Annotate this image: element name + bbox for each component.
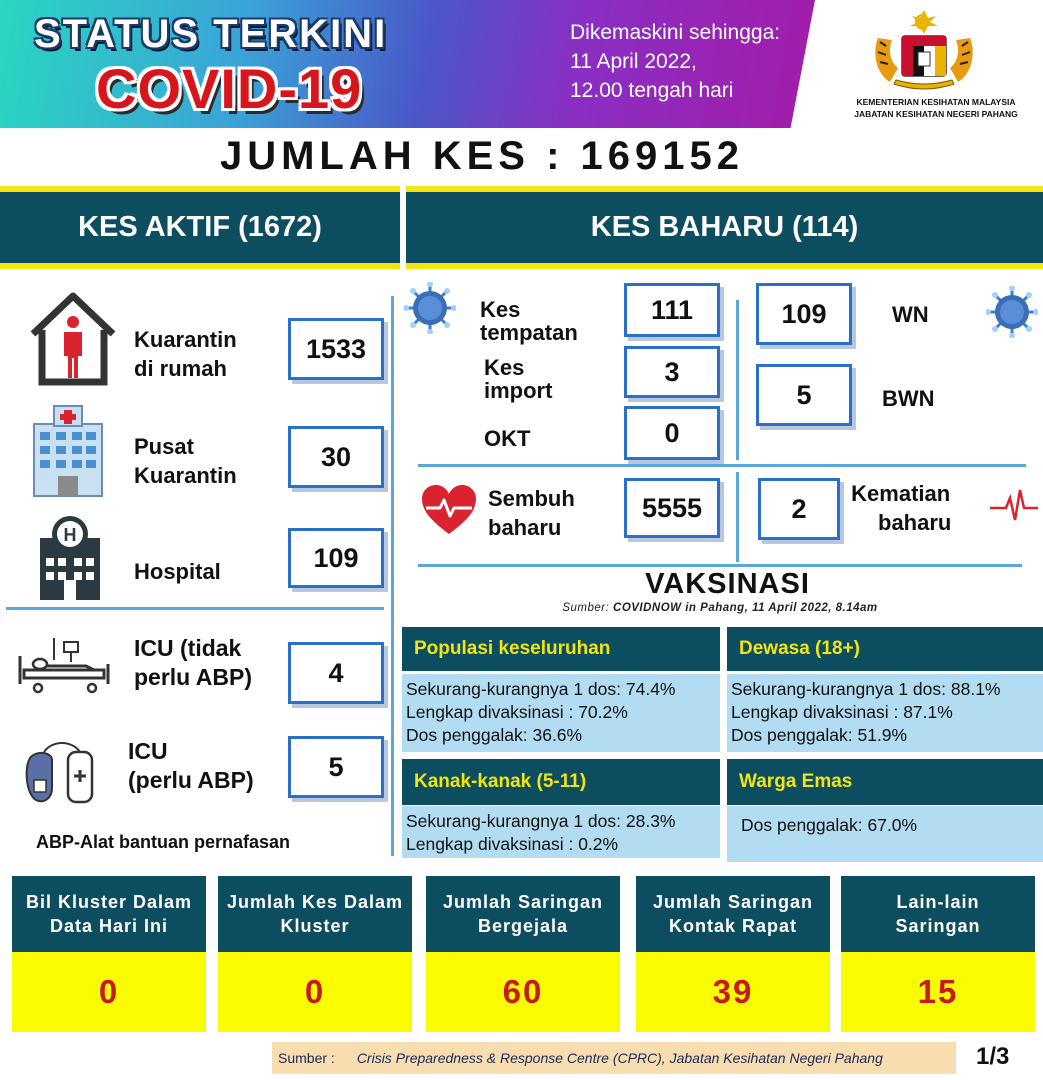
elderly-heading: Warga Emas <box>727 759 1043 805</box>
vaccination-source: Sumber: COVIDNOW in Pahang, 11 April 2022, 8.14am <box>562 602 878 614</box>
icu-bed-icon <box>14 634 114 694</box>
malaysia-coat-of-arms-icon <box>868 8 980 94</box>
quarantine-centre-label: Pusat Kuarantin <box>134 434 237 488</box>
divider-vertical-new <box>736 300 739 460</box>
non-citizen-cases-value: 5 <box>756 364 852 426</box>
footer-source-text: Crisis Preparedness & Response Centre (CPRC), Jabatan Kesihatan Negeri Pahang <box>356 1050 883 1066</box>
divider-vertical-main <box>391 296 394 856</box>
recovered-value: 5555 <box>624 478 720 538</box>
divider-vertical-recovery <box>736 472 739 562</box>
update-time: 12.00 tengah hari <box>570 79 734 102</box>
children-heading: Kanak-kanak (5-11) <box>402 759 720 805</box>
stat-heading-other: Lain-lain Saringan <box>841 876 1035 952</box>
hospital-value: 109 <box>288 528 384 588</box>
divider-horizontal-left <box>6 607 384 610</box>
oxygen-lungs-icon <box>22 738 104 808</box>
abp-note: ABP-Alat bantuan pernafasan <box>36 832 291 852</box>
ministry-line-1: KEMENTERIAN KESIHATAN MALAYSIA <box>856 97 1016 107</box>
new-cases-heading: KES BAHARU (114) <box>406 186 1043 269</box>
stat-heading-symptomatic: Jumlah Saringan Bergejala <box>426 876 620 952</box>
update-line-1: Dikemaskini sehingga: <box>570 21 781 44</box>
import-cases-value: 3 <box>624 346 720 398</box>
children-stats: Sekurang-kurangnya 1 dos: 28.3% Lengkap divaksinasi : 0.2% <box>402 806 720 858</box>
ministry-line-2: JABATAN KESIHATAN NEGERI PAHANG <box>854 109 1018 119</box>
okt-label: OKT <box>484 426 531 451</box>
quarantine-centre-value: 30 <box>288 426 384 488</box>
heartbeat-line-icon <box>990 488 1038 524</box>
stat-heading-clusters: Bil Kluster Dalam Data Hari Ini <box>12 876 206 952</box>
population-heading: Populasi keseluruhan <box>402 627 720 671</box>
svg-text:H: H <box>63 525 77 545</box>
adult-stats: Sekurang-kurangnya 1 dos: 88.1% Lengkap divaksinasi : 87.1% Dos penggalak: 51.9% <box>727 674 1043 752</box>
stat-value-symptomatic: 60 <box>426 952 620 1032</box>
page-number: 1/3 <box>976 1043 1010 1070</box>
adult-heading: Dewasa (18+) <box>727 627 1043 671</box>
citizen-cases-value: 109 <box>756 283 852 345</box>
home-quarantine-value: 1533 <box>288 318 384 380</box>
okt-value: 0 <box>624 406 720 460</box>
import-cases-label: Kes import <box>484 355 553 403</box>
hospital-label: Hospital <box>134 559 221 584</box>
icu-no-ventilator-label: ICU (tidak perlu ABP) <box>134 635 252 690</box>
citizen-label: WN <box>892 302 929 327</box>
virus-icon-right <box>986 286 1038 338</box>
stat-value-cluster-cases: 0 <box>218 952 412 1032</box>
building-icon <box>28 402 108 498</box>
update-info <box>570 18 780 105</box>
update-date: 11 April 2022, <box>570 50 697 73</box>
stat-heading-close-contacts: Jumlah Saringan Kontak Rapat <box>636 876 830 952</box>
deaths-value: 2 <box>758 478 840 540</box>
recovered-label: Sembuh baharu <box>488 486 575 540</box>
title-covid: COVID-19 <box>96 57 363 120</box>
elderly-stats: Dos penggalak: 67.0% <box>727 806 1043 862</box>
stat-value-clusters: 0 <box>12 952 206 1032</box>
local-cases-label: Kes tempatan <box>480 297 578 345</box>
divider-horizontal-recovery <box>418 564 1022 567</box>
active-cases-heading: KES AKTIF (1672) <box>0 186 400 269</box>
stat-value-close-contacts: 39 <box>636 952 830 1032</box>
icu-ventilator-value: 5 <box>288 736 384 798</box>
house-person-icon <box>28 292 118 386</box>
footer-source-label: Sumber : <box>278 1050 335 1066</box>
footer-source <box>272 1042 956 1074</box>
divider-horizontal-new <box>418 464 1026 467</box>
icu-no-ventilator-value: 4 <box>288 642 384 704</box>
virus-icon <box>404 282 456 334</box>
title-status: STATUS TERKINI <box>34 12 388 56</box>
total-cases: JUMLAH KES : 169152 <box>219 134 745 178</box>
local-cases-value: 111 <box>624 283 720 337</box>
non-citizen-label: BWN <box>882 386 935 411</box>
hospital-icon <box>36 514 104 600</box>
ministry-name <box>836 96 1036 120</box>
heart-icon <box>420 484 478 536</box>
vaccination-title: VAKSINASI <box>645 568 810 600</box>
stat-value-other: 15 <box>841 952 1035 1032</box>
population-stats: Sekurang-kurangnya 1 dos: 74.4% Lengkap divaksinasi : 70.2% Dos penggalak: 36.6% <box>402 674 720 752</box>
home-quarantine-label: Kuarantin di rumah <box>134 327 237 381</box>
stat-heading-cluster-cases: Jumlah Kes Dalam Kluster <box>218 876 412 952</box>
deaths-label: Kematian baharu <box>851 481 952 535</box>
icu-ventilator-label: ICU (perlu ABP) <box>128 738 254 793</box>
